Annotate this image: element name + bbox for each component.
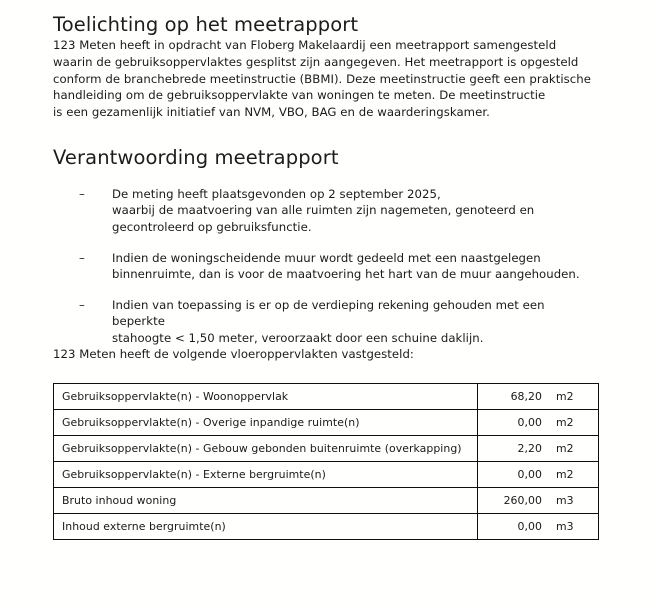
list-item bbox=[53, 186, 601, 236]
measurements-table bbox=[53, 383, 599, 540]
list-item-line: gecontroleerd op gebruiksfunctie. bbox=[112, 219, 312, 234]
list-item-line: Indien de woningscheidende muur wordt gedeeld met een naastgelegen bbox=[112, 250, 541, 265]
row-value-cell bbox=[478, 462, 599, 488]
table-row bbox=[54, 488, 599, 514]
row-label: Gebruiksoppervlakte(n) - Overige inpandige ruimte(n) bbox=[54, 410, 478, 436]
row-value: 260,00 bbox=[503, 494, 542, 508]
row-value: 68,20 bbox=[510, 390, 542, 404]
paragraph-line: is een gezamenlijk initiatief van NVM, VBO, BAG en de waarderingskamer. bbox=[53, 104, 490, 119]
document-content bbox=[53, 0, 601, 540]
row-label: Bruto inhoud woning bbox=[54, 488, 478, 514]
page-title: Toelichting op het meetrapport bbox=[53, 13, 359, 36]
intro-paragraph bbox=[53, 37, 601, 120]
row-label: Inhoud externe bergruimte(n) bbox=[54, 514, 478, 540]
row-unit: m3 bbox=[556, 520, 574, 534]
row-value: 0,00 bbox=[517, 416, 542, 430]
row-label: Gebruiksoppervlakte(n) - Woonoppervlak bbox=[54, 384, 478, 410]
row-value-cell bbox=[478, 488, 599, 514]
dash-bullet-icon: – bbox=[79, 297, 85, 312]
row-value-cell bbox=[478, 514, 599, 540]
dash-bullet-icon: – bbox=[79, 250, 85, 265]
row-label: Gebruiksoppervlakte(n) - Gebouw gebonden buitenruimte (overkapping) bbox=[54, 436, 478, 462]
section-two bbox=[53, 120, 601, 170]
table-row bbox=[54, 514, 599, 540]
list-item-line: waarbij de maatvoering van alle ruimten zijn nagemeten, genoteerd en bbox=[112, 203, 535, 218]
paragraph-line: waarin de gebruiksoppervlaktes gesplitst zijn aangegeven. Het meetrapport is opgesteld bbox=[53, 54, 579, 69]
table-intro-text: 123 Meten heeft de volgende vloeroppervlakten vastgesteld: bbox=[53, 347, 414, 362]
section-heading-verantwoording: Verantwoording meetrapport bbox=[53, 146, 339, 170]
row-label: Gebruiksoppervlakte(n) - Externe bergruimte(n) bbox=[54, 462, 478, 488]
verantwoording-list bbox=[53, 186, 601, 347]
row-unit: m2 bbox=[556, 442, 574, 456]
paragraph-line: conform de branchebrede meetinstructie (BBMI). Deze meetinstructie geeft een praktische bbox=[53, 71, 591, 86]
row-unit: m3 bbox=[556, 494, 574, 508]
row-value: 0,00 bbox=[517, 520, 542, 534]
list-item bbox=[53, 297, 601, 347]
paragraph-line: handleiding om de gebruiksoppervlakte van woningen te meten. De meetinstructie bbox=[53, 88, 546, 103]
row-unit: m2 bbox=[556, 416, 574, 430]
list-item bbox=[53, 250, 601, 283]
list-item-line: De meting heeft plaatsgevonden op 2 september 2025, bbox=[112, 186, 441, 201]
row-value-cell bbox=[478, 436, 599, 462]
section-one bbox=[53, 0, 601, 37]
paragraph-line: 123 Meten heeft in opdracht van Floberg Makelaardij een meetrapport samengesteld bbox=[53, 38, 557, 53]
row-value-cell bbox=[478, 410, 599, 436]
row-unit: m2 bbox=[556, 390, 574, 404]
list-item-line: Indien van toepassing is er op de verdieping rekening gehouden met een beperkte bbox=[112, 297, 545, 329]
row-value-cell bbox=[478, 384, 599, 410]
table-row bbox=[54, 410, 599, 436]
list-item-line: binnenruimte, dan is voor de maatvoering het hart van de muur aangehouden. bbox=[112, 267, 580, 282]
table-row bbox=[54, 462, 599, 488]
row-unit: m2 bbox=[556, 468, 574, 482]
table-row bbox=[54, 384, 599, 410]
table-row bbox=[54, 436, 599, 462]
dash-bullet-icon: – bbox=[79, 186, 85, 201]
row-value: 0,00 bbox=[517, 468, 542, 482]
list-item-line: stahoogte < 1,50 meter, veroorzaakt door een schuine daklijn. bbox=[112, 330, 484, 345]
row-value: 2,20 bbox=[517, 442, 542, 456]
